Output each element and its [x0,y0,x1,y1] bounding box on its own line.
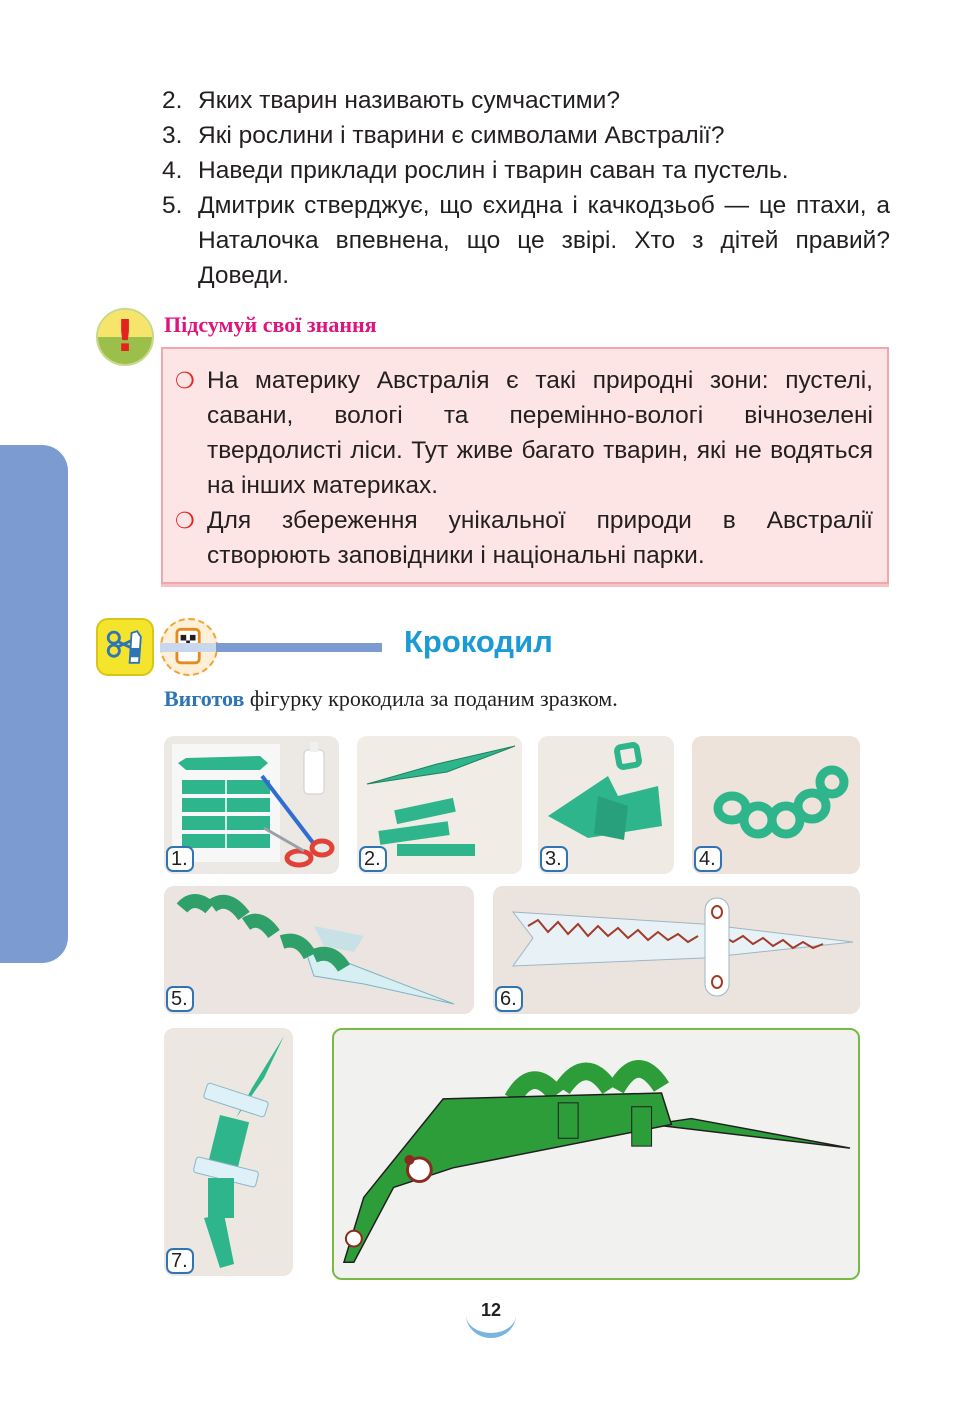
summary-item [171,503,873,573]
question-list [162,83,890,293]
question-number: 5. [162,192,183,219]
step-photo-1 [164,736,339,874]
step-photo-7 [164,1028,293,1276]
page-number: 12 [466,1292,516,1338]
step-label: 1. [166,846,194,872]
step-label: 7. [166,1248,194,1274]
circle-bullet-icon: ❍ [175,368,195,393]
question-number: 4. [162,157,183,184]
step-photo-4 [692,736,860,874]
step-label: 5. [166,986,194,1012]
question-text: Дмитрик стверджує, що єхидна і качкодзьоб — це птахи, а Наталочка впевнена, що це звірі. Хто з дітей правий? Доведи. [198,192,890,289]
scissors-glue-icon [96,618,154,676]
question-text: Яких тварин називають сумчастими? [198,87,620,114]
circle-bullet-icon: ❍ [175,508,195,533]
summary-box [161,347,889,584]
side-tab [0,445,68,963]
instruction-verb: Виготов [164,686,245,711]
summary-item-text: На материку Австралія є такі природні зони: пустелі, савани, вологі та перемінно-вологі вічнозелені твердолисті ліси. Тут живе багато тварин, які не водяться на інших материках. [207,367,873,499]
step-photo-5 [164,886,474,1014]
instruction-text: фігурку крокодила за поданим зразком. [244,686,618,711]
question-text: Які рослини і тварини є символами Австралії? [198,122,725,149]
question-item [162,153,890,188]
question-number: 3. [162,122,183,149]
summary-item [171,363,873,503]
section-title: Крокодил [404,624,553,659]
step-label: 3. [540,846,568,872]
exclamation-mark: ! [114,311,136,362]
heading-rule [216,643,382,652]
summary-title: Підсумуй свої знання [164,312,377,337]
step-label: 6. [495,986,523,1012]
summary-item-text: Для збереження унікальної природи в Австралії створюють заповідники і національні парки. [207,507,873,569]
step-photo-6 [493,886,860,1014]
question-item [162,118,890,153]
step-photo-3 [538,736,674,874]
question-number: 2. [162,87,183,114]
heading-rule-fade [160,643,220,652]
step-label: 2. [359,846,387,872]
instruction [164,686,618,712]
step-photo-2 [357,736,522,874]
final-crocodile-photo [332,1028,860,1280]
question-text: Наведи приклади рослин і тварин саван та пустель. [198,157,789,184]
question-item [162,188,890,293]
exclamation-icon [96,308,154,366]
step-label: 4. [694,846,722,872]
question-item [162,83,890,118]
